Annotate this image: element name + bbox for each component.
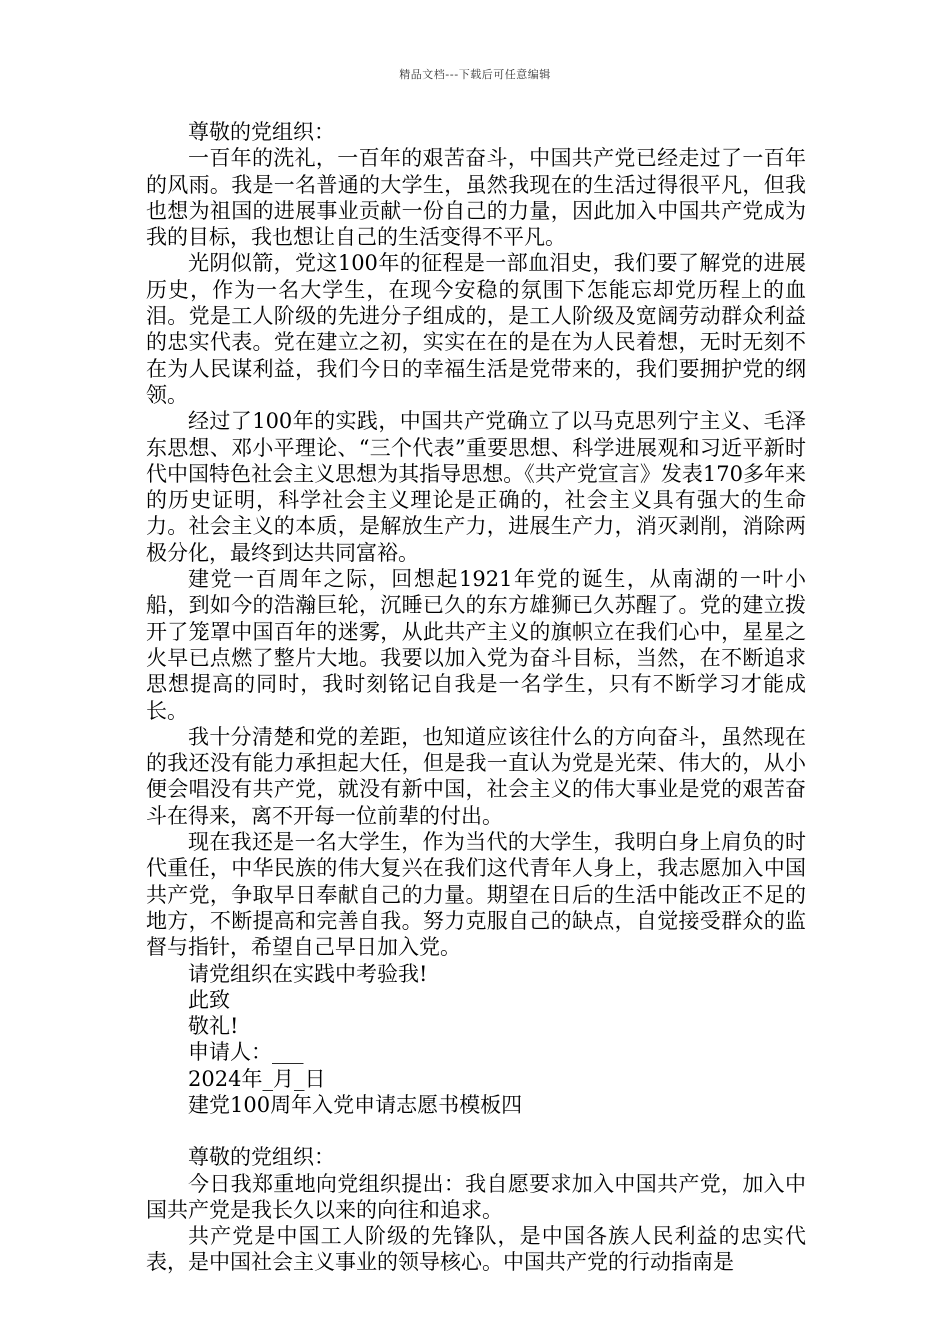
page-header: 精品文档---下载后可任意编辑 — [399, 68, 551, 81]
blank-line — [146, 1118, 806, 1144]
letter1-salutation: 尊敬的党组织： — [188, 120, 335, 144]
letter1-closing: 请党组织在实践中考验我! — [188, 961, 428, 986]
letter1-regards-2: 敬礼! — [188, 1014, 239, 1039]
letter1-paragraph-1: 一百年的洗礼，一百年的艰苦奋斗，中国共产党已经走过了一百年的风雨。我是一名普通的大学生，虽然我现在的生活过得很平凡，但我也想为祖国的进展事业贡献一份自己的力量，因此加入中国共产党成为我的目标，我也想让自己的生活变得不平凡。 — [146, 146, 806, 250]
letter1-paragraph-4: 建党一百周年之际，回想起1921年党的诞生，从南湖的一叶小船，到如今的浩瀚巨轮，沉睡已久的东方雄狮已久苏醒了。党的建立拨开了笼罩中国百年的迷雾，从此共产主义的旗帜立在我们心中，星星之火早已点燃了整片大地。我要以加入党为奋斗目标，当然，在不断追求思想提高的同时，我时刻铭记自我是一名学生，只有不断学习才能成长。 — [146, 567, 806, 723]
letter1-regards-1: 此致 — [188, 987, 230, 1012]
letter1-applicant: 申请人：___ — [188, 1040, 304, 1065]
letter1-paragraph-5: 我十分清楚和党的差距，也知道应该往什么的方向奋斗，虽然现在的我还没有能力承担起大任，但是我一直认为党是光荣、伟大的，从小便会唱没有共产党，就没有新中国，社会主义的伟大事业是党的艰苦奋斗在得来，离不开每一位前辈的付出。 — [146, 724, 806, 828]
letter1-date: 2024年_月_日 — [188, 1066, 326, 1091]
letter2-paragraph-1: 今日我郑重地向党组织提出：我自愿要求加入中国共产党，加入中国共产党是我长久以来的向往和追求。 — [146, 1171, 806, 1222]
letter2-salutation: 尊敬的党组织： — [188, 1145, 335, 1170]
letter2-paragraph-2: 共产党是中国工人阶级的先锋队，是中国各族人民利益的忠实代表，是中国社会主义事业的领导核心。中国共产党的行动指南是 — [146, 1224, 806, 1275]
section-title: 建党100周年入党申请志愿书模板四 — [188, 1092, 523, 1117]
document-body — [146, 119, 806, 1276]
letter1-paragraph-6: 现在我还是一名大学生，作为当代的大学生，我明白身上肩负的时代重任，中华民族的伟大复兴在我们这代青年人身上，我志愿加入中国共产党，争取早日奉献自己的力量。期望在日后的生活中能改正不足的地方，不断提高和完善自我。努力克服自己的缺点，自觉接受群众的监督与指针，希望自己早日加入党。 — [146, 830, 806, 960]
letter1-paragraph-3: 经过了100年的实践，中国共产党确立了以马克思列宁主义、毛泽东思想、邓小平理论、“三个代表”重要思想、科学进展观和习近平新时代中国特色社会主义思想为其指导思想。《共产党宣言》发表170多年来的历史证明，科学社会主义理论是正确的，社会主义具有强大的生命力。社会主义的本质，是解放生产力，进展生产力，消灭剥削，消除两极分化，最终到达共同富裕。 — [146, 409, 806, 565]
letter1-paragraph-2: 光阴似箭，党这100年的征程是一部血泪史，我们要了解党的进展历史，作为一名大学生，在现今安稳的氛围下怎能忘却党历程上的血泪。党是工人阶级的先进分子组成的，是工人阶级及宽阔劳动群众利益的忠实代表。党在建立之初，实实在在的是在为人民着想，无时无刻不在为人民谋利益，我们今日的幸福生活是党带来的，我们要拥护党的纲领。 — [146, 251, 806, 407]
